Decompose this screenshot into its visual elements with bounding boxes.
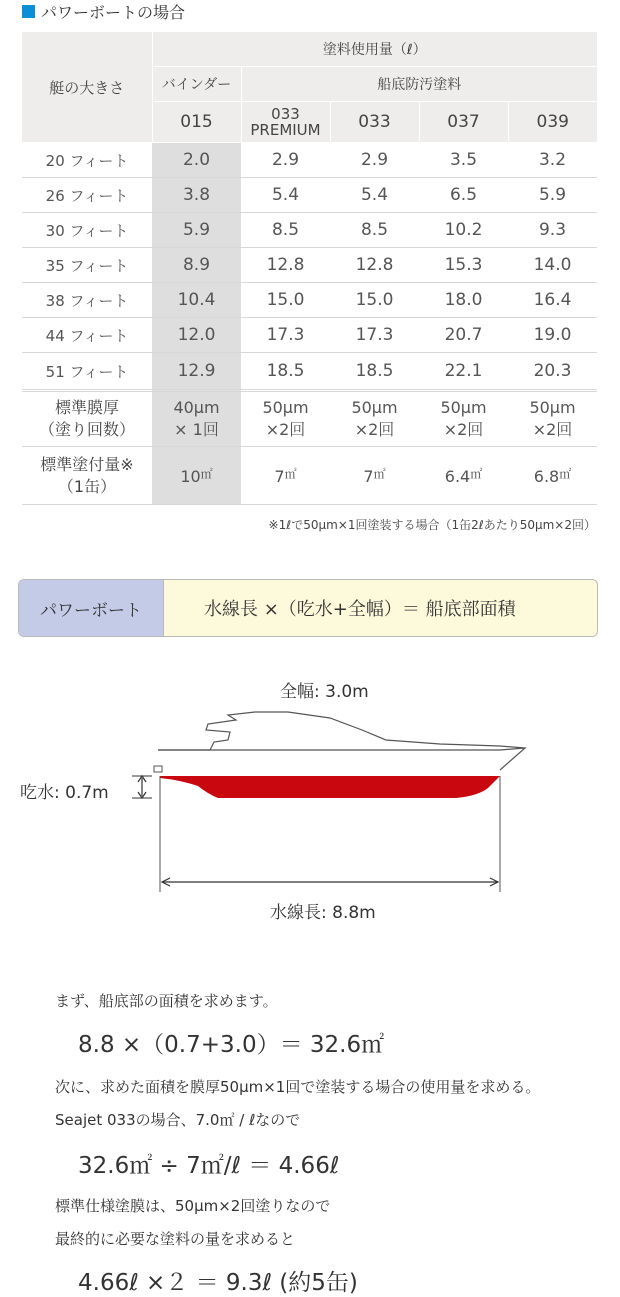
- thickness-cell: 50μm ×2回: [241, 391, 330, 447]
- usage-cell: 5.4: [330, 178, 419, 213]
- usage-cell: 3.2: [508, 143, 597, 178]
- spread-value: 7: [274, 467, 285, 486]
- usage-cell: 14.0: [508, 248, 597, 283]
- hull-bottom: [160, 776, 500, 798]
- calc-step-1: まず、船底部の面積を求めます。: [55, 992, 278, 1010]
- spread-value: 6.4: [444, 467, 471, 486]
- formula-expression: 水線長 ×（吃水+全幅）＝ 船底部面積: [164, 580, 597, 636]
- table-row-spread: [22, 447, 597, 505]
- table-row: [22, 143, 597, 178]
- column-code-1: 033 PREMIUM: [241, 102, 330, 143]
- boat-deck-line: [158, 748, 525, 770]
- usage-cell: 17.3: [330, 318, 419, 353]
- usage-cell: 20.7: [419, 318, 508, 353]
- boat-size-cell: 38 フィート: [22, 283, 152, 318]
- calc-equation-3: 4.66ℓ ×２ ＝ 9.3ℓ (約5缶): [78, 1270, 358, 1296]
- table-row: [22, 213, 597, 248]
- table-row: [22, 283, 597, 318]
- usage-cell: 12.8: [241, 248, 330, 283]
- spread-unit: ㎡: [559, 467, 572, 481]
- spread-value: 6.8: [533, 467, 560, 486]
- usage-cell: 16.4: [508, 283, 597, 318]
- thickness-cell: 50μm ×2回: [508, 391, 597, 447]
- usage-cell: 9.3: [508, 213, 597, 248]
- boat-size-cell: 30 フィート: [22, 213, 152, 248]
- title-square-icon: [22, 5, 35, 18]
- usage-cell: 22.1: [419, 353, 508, 391]
- section-title-text: パワーボートの場合: [41, 2, 186, 22]
- table-row: [22, 178, 597, 213]
- usage-cell: 18.5: [241, 353, 330, 391]
- column-code-2: 033: [330, 102, 419, 143]
- footnote: ※1ℓで50μm×1回塗装する場合（1缶2ℓあたり50μm×2回）: [268, 518, 596, 532]
- column-code-3: 037: [419, 102, 508, 143]
- usage-cell: 20.3: [508, 353, 597, 391]
- calc-step-3: Seajet 033の場合、7.0㎡ / ℓなので: [55, 1111, 301, 1129]
- waterline-label: 水線長: 8.8m: [270, 903, 376, 923]
- spread-value: 7: [363, 467, 374, 486]
- row-header: 艇の大きさ: [22, 32, 152, 143]
- calc-step-4: 標準仕様塗膜は、50μm×2回塗りなので: [55, 1197, 331, 1215]
- spread-unit: ㎡: [200, 467, 213, 481]
- usage-cell: 8.5: [241, 213, 330, 248]
- spread-unit: ㎡: [470, 467, 483, 481]
- usage-cell: 19.0: [508, 318, 597, 353]
- spread-label: 標準塗付量※ （1缶）: [22, 447, 152, 505]
- usage-cell: 12.8: [330, 248, 419, 283]
- usage-cell: 3.5: [419, 143, 508, 178]
- usage-cell: 18.5: [330, 353, 419, 391]
- stern-marker: [154, 766, 162, 772]
- usage-cell: 12.9: [152, 353, 241, 391]
- usage-cell: 15.0: [241, 283, 330, 318]
- spread-cell: [241, 447, 330, 505]
- table-row-thickness: [22, 391, 597, 447]
- usage-cell: 6.5: [419, 178, 508, 213]
- boat-size-cell: 44 フィート: [22, 318, 152, 353]
- calc-equation-1: 8.8 ×（0.7+3.0）＝ 32.6㎡: [78, 1032, 385, 1058]
- usage-cell: 5.9: [508, 178, 597, 213]
- boat-cabin-outline: [158, 712, 525, 750]
- antifouling-header: 船底防汚塗料: [241, 67, 597, 102]
- usage-cell: 8.5: [330, 213, 419, 248]
- group-header: 塗料使用量（ℓ）: [152, 32, 597, 67]
- usage-cell: 15.3: [419, 248, 508, 283]
- spread-cell: [508, 447, 597, 505]
- thickness-cell: 50μm ×2回: [330, 391, 419, 447]
- calc-step-2: 次に、求めた面積を膜厚50μm×1回で塗装する場合の使用量を求める。: [55, 1078, 541, 1096]
- usage-cell: 2.9: [241, 143, 330, 178]
- paint-usage-table: [22, 32, 597, 505]
- column-code-4: 039: [508, 102, 597, 143]
- column-code-0: 015: [152, 102, 241, 143]
- spread-cell: [152, 447, 241, 505]
- beam-label: 全幅: 3.0m: [280, 682, 369, 702]
- usage-cell: 15.0: [330, 283, 419, 318]
- boat-size-cell: 35 フィート: [22, 248, 152, 283]
- usage-cell: 10.4: [152, 283, 241, 318]
- calc-step-5: 最終的に必要な塗料の量を求めると: [55, 1230, 296, 1248]
- boat-size-cell: 26 フィート: [22, 178, 152, 213]
- thickness-cell: 50μm ×2回: [419, 391, 508, 447]
- spread-unit: ㎡: [373, 467, 386, 481]
- usage-cell: 2.0: [152, 143, 241, 178]
- usage-cell: 17.3: [241, 318, 330, 353]
- binder-header: バインダー: [152, 67, 241, 102]
- calc-equation-2: 32.6㎡ ÷ 7㎡/ℓ ＝ 4.66ℓ: [78, 1153, 340, 1179]
- boat-size-cell: 20 フィート: [22, 143, 152, 178]
- usage-cell: 5.4: [241, 178, 330, 213]
- section-title: [22, 0, 185, 22]
- usage-cell: 3.8: [152, 178, 241, 213]
- draft-label: 吃水: 0.7m: [20, 783, 109, 803]
- usage-cell: 12.0: [152, 318, 241, 353]
- spread-cell: [419, 447, 508, 505]
- thickness-label: 標準膜厚 （塗り回数）: [22, 391, 152, 447]
- table-row: [22, 248, 597, 283]
- formula-label: パワーボート: [19, 580, 164, 636]
- usage-cell: 8.9: [152, 248, 241, 283]
- usage-cell: 18.0: [419, 283, 508, 318]
- usage-cell: 2.9: [330, 143, 419, 178]
- table-row: [22, 353, 597, 391]
- spread-cell: [330, 447, 419, 505]
- usage-cell: 5.9: [152, 213, 241, 248]
- table-row: [22, 318, 597, 353]
- boat-size-cell: 51 フィート: [22, 353, 152, 391]
- formula-bar: [18, 579, 598, 637]
- usage-cell: 10.2: [419, 213, 508, 248]
- boat-diagram: [0, 660, 620, 930]
- thickness-cell: 40μm × 1回: [152, 391, 241, 447]
- spread-unit: ㎡: [284, 467, 297, 481]
- spread-value: 10: [180, 467, 201, 486]
